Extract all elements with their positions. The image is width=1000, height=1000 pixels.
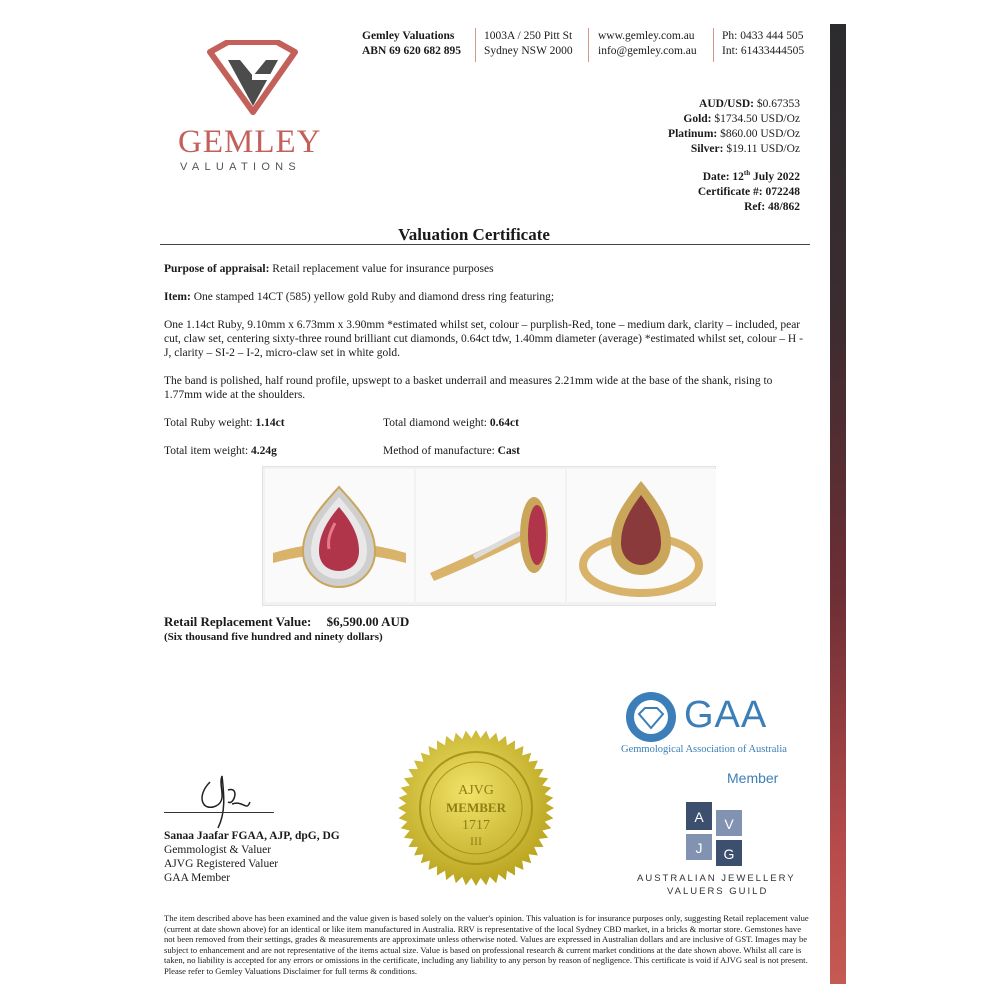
valuer-role-2: AJVG Registered Valuer	[164, 858, 279, 870]
gemley-diamond-logo-icon	[200, 40, 305, 115]
seal-line-2: MEMBER	[446, 800, 506, 815]
diamond-weight	[383, 416, 519, 430]
gaa-member-label: Member	[727, 770, 779, 786]
header-divider	[475, 28, 476, 62]
gold-label: Gold:	[683, 113, 712, 125]
diamond-weight-value: 0.64ct	[489, 417, 519, 429]
ruby-weight-value: 1.14ct	[255, 417, 285, 429]
date-suffix: th	[743, 169, 751, 177]
item-label: Item:	[164, 291, 191, 303]
logo-wordmark: GEMLEY	[178, 124, 322, 160]
ajvg-tile-j: J	[695, 840, 703, 856]
aud-usd-label: AUD/USD:	[699, 98, 754, 110]
aud-usd-value: $0.67353	[756, 98, 800, 110]
manufacture-method	[383, 444, 520, 458]
signature-icon	[188, 772, 258, 832]
item-description: One 1.14ct Ruby, 9.10mm x 6.73mm x 3.90mm *estimated whilst set, colour – purplish-Red, tone – medium dark, clarity – included, pear cut, claw set, centering sixty-three round brilliant cut diamonds, 0.64ct tdw, 1.40mm diameter (average) *estimated whilst set, colour – H - J, clarity – SI-2 – I-2, micro-claw set in white gold.	[164, 319, 803, 359]
ajvg-logo-icon	[684, 800, 746, 870]
header-address	[484, 29, 573, 59]
seal-line-1: AJVG	[458, 783, 494, 798]
title-rule	[160, 244, 810, 245]
ring-photo-strip	[262, 466, 716, 606]
ring-photo-front	[265, 469, 414, 602]
header-web	[598, 29, 697, 59]
page-title: Valuation Certificate	[398, 225, 550, 244]
manufacture-method-label: Method of manufacture:	[383, 445, 495, 457]
phone-number: Ph: 0433 444 505	[722, 30, 804, 42]
ajvg-tile-a: A	[694, 809, 704, 825]
ring-photo-back	[567, 469, 716, 602]
gaa-emblem-icon	[624, 690, 678, 744]
purpose-label: Purpose of appraisal:	[164, 263, 270, 275]
ref-label: Ref:	[744, 200, 766, 213]
valuer-role-3: GAA Member	[164, 872, 231, 884]
certificate-meta	[698, 166, 800, 215]
gaa-logo-text: GAA	[684, 694, 768, 736]
ring-front-image	[265, 469, 414, 602]
seal-line-3: 1717	[462, 818, 490, 833]
company-name: Gemley Valuations	[362, 30, 455, 42]
date-day: 12	[732, 170, 744, 183]
ring-side-image	[416, 469, 565, 602]
ring-back-image	[567, 469, 716, 602]
disclaimer-text: The item described above has been examined and the value given is based solely on the valuer's opinion. This valuation is for insurance purposes only, suggesting Retail replacement value (current at date shown above) for an identical or like item manufactured in Australia. RRV is representative of the local Sydney CBD market, in a bricks & mortar store. Gemstones have not been removed from their settings, grades & measurements are approximate unless otherwise noted. Values are expressed in Australian dollars and are inclusive of GST. Images may be subject to enhancement and are not representative of the items actual size. Value is based on professional research & current market conditions at the date shown above. Whilst all care is taken, no liability is accepted for any errors or omissions in the certificate, including any liability to any person by reason of negligence. This certificate is void if AJVG seal is not present. Please refer to Gemley Valuations Disclaimer for full terms & conditions.	[164, 913, 809, 976]
item-weight	[164, 444, 277, 458]
valuer-name: Sanaa Jaafar FGAA, AJP, dpG, DG	[164, 830, 340, 842]
header-divider	[713, 28, 714, 62]
ajvg-gold-seal-icon	[396, 728, 556, 888]
band-description: The band is polished, half round profile, upswept to a basket underrail and measures 2.21mm wide at the base of the shank, rising to 1.77mm wide at the shoulders.	[164, 375, 773, 401]
ref-number: 48/862	[768, 200, 800, 213]
ruby-weight	[164, 416, 285, 430]
certificate-label: Certificate #:	[697, 185, 763, 198]
retail-value-amount: $6,590.00 AUD	[326, 614, 410, 629]
retail-value-label: Retail Replacement Value:	[164, 614, 312, 629]
side-gradient-bar	[830, 24, 846, 984]
silver-label: Silver:	[690, 143, 724, 155]
valuer-role-1: Gemmologist & Valuer	[164, 844, 272, 856]
certificate-number: 072248	[765, 185, 800, 198]
company-abn: ABN 69 620 682 895	[362, 45, 462, 57]
seal-line-4: III	[470, 834, 482, 848]
header-company	[362, 29, 461, 59]
item-value: One stamped 14CT (585) yellow gold Ruby and diamond dress ring featuring;	[193, 291, 555, 303]
item-weight-value: 4.24g	[251, 445, 277, 457]
manufacture-method-value: Cast	[497, 445, 521, 457]
metal-rates	[668, 97, 800, 157]
purpose-value: Retail replacement value for insurance purposes	[272, 263, 494, 275]
ruby-weight-label: Total Ruby weight:	[164, 417, 253, 429]
diamond-weight-label: Total diamond weight:	[383, 417, 487, 429]
gold-value: $1734.50 USD/Oz	[714, 113, 800, 125]
ring-photo-side	[416, 469, 565, 602]
platinum-value: $860.00 USD/Oz	[720, 128, 800, 140]
address-line-2: Sydney NSW 2000	[484, 45, 573, 57]
header-phone	[722, 29, 804, 59]
logo-subtitle: VALUATIONS	[180, 161, 302, 173]
purpose-line	[164, 262, 810, 276]
date-label: Date:	[702, 170, 730, 183]
signature-line	[164, 812, 274, 813]
email-link[interactable]: info@gemley.com.au	[598, 45, 697, 57]
website-link[interactable]: www.gemley.com.au	[598, 30, 695, 42]
intl-phone-number: Int: 61433444505	[722, 45, 805, 57]
date-rest: July 2022	[753, 170, 800, 183]
retail-value-words: (Six thousand five hundred and ninety dollars)	[164, 631, 383, 643]
platinum-label: Platinum:	[668, 128, 718, 140]
silver-value: $19.11 USD/Oz	[726, 143, 800, 155]
gaa-full-name: Gemmological Association of Australia	[621, 744, 787, 755]
item-line	[164, 290, 810, 304]
ajvg-name-line-2: VALUERS GUILD	[667, 886, 769, 897]
valuer-details	[164, 829, 340, 885]
item-weight-label: Total item weight:	[164, 445, 249, 457]
header-divider	[588, 28, 589, 62]
address-line-1: 1003A / 250 Pitt St	[484, 30, 573, 42]
retail-value	[164, 614, 409, 630]
ajvg-name-line-1: AUSTRALIAN JEWELLERY	[637, 873, 796, 884]
ajvg-tile-g: G	[723, 846, 735, 862]
ajvg-tile-v: V	[724, 816, 734, 832]
